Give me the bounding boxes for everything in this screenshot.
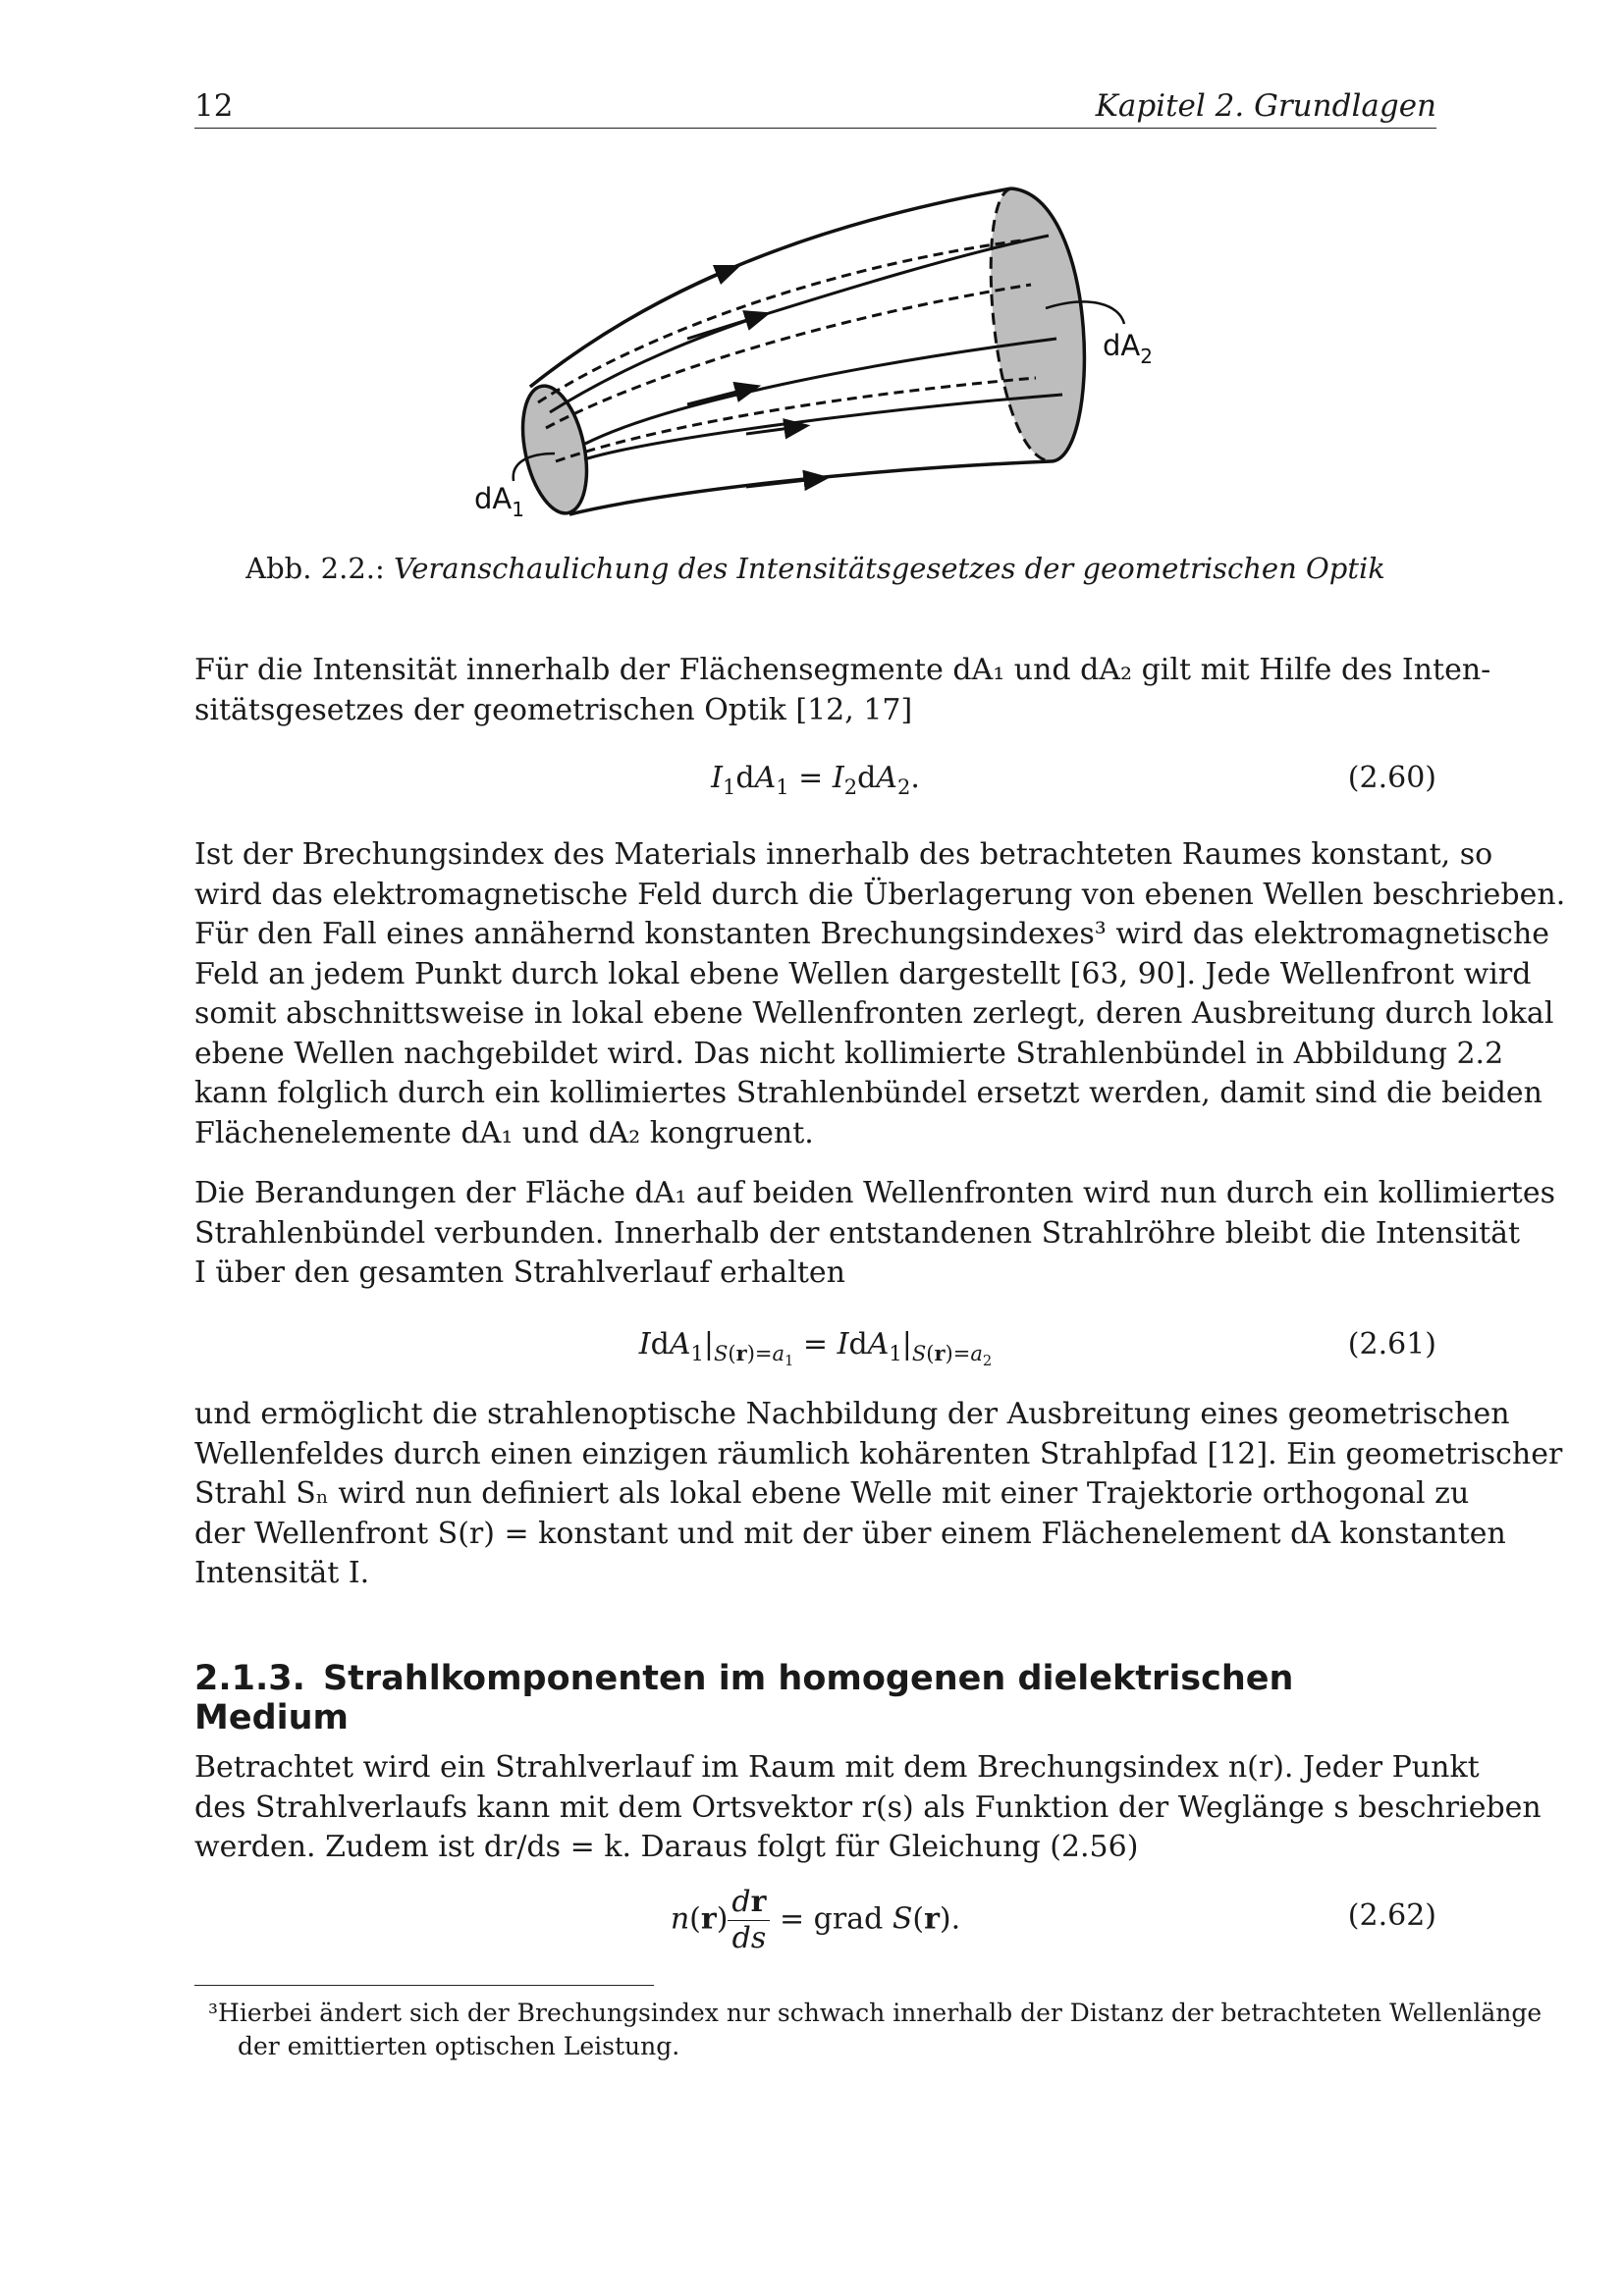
section-heading: [194, 1659, 1436, 1737]
ray-solid-2-arrow: [687, 314, 766, 339]
ray-solid-3: [585, 339, 1056, 444]
para2-line-3: Für den Fall eines annähernd konstanten Brechungsindexes³ wird das elektromagnetische: [194, 917, 1550, 951]
paragraph-4: [194, 1395, 1563, 1594]
equation-2-60-number: (2.60): [1347, 761, 1436, 795]
equation-2-60-body: $I_1dA_1 = I_2dA_2$.: [711, 761, 920, 799]
ray-solid-2: [550, 236, 1049, 412]
para4-line-1: und ermöglicht die strahlenoptische Nachbildung der Ausbreitung eines geometrischen: [194, 1397, 1510, 1431]
para4-line-4: der Wellenfront S(r) = konstant und mit der über einem Flächenelement dA konstanten: [194, 1516, 1506, 1551]
equation-2-60: [194, 761, 1436, 808]
paragraph-3: [194, 1174, 1555, 1294]
paragraph-1: [194, 651, 1491, 730]
figure-ray-tube: [452, 177, 1178, 530]
equation-2-61-body: $IdA_1|_{S(r)=a_1} = IdA_1|_{S(r)=a_2}$: [638, 1327, 993, 1370]
para3-line-3: I über den gesamten Strahlverlauf erhalten: [194, 1255, 845, 1290]
footnote-rule: [194, 1985, 654, 1986]
para3-line-1: Die Berandungen der Fläche dA₁ auf beiden Wellenfronten wird nun durch ein kollimiertes: [194, 1176, 1555, 1210]
footnote-line-2: der emittierten optischen Leistung.: [238, 2032, 680, 2060]
footnote: [194, 1997, 1542, 2063]
ray-solid-3-arrow: [687, 387, 756, 404]
para5-line-3: werden. Zudem ist dr/ds = k. Daraus folgt für Gleichung (2.56): [194, 1830, 1139, 1864]
equation-2-61-number: (2.61): [1347, 1327, 1436, 1362]
para2-line-5: somit abschnittsweise in lokal ebene Wellenfronten zerlegt, deren Ausbreitung durch lokal: [194, 996, 1554, 1031]
para2-line-8: Flächenelemente dA₁ und dA₂ kongruent.: [194, 1115, 814, 1150]
para5-line-1: Betrachtet wird ein Strahlverlauf im Raum mit dem Brechungsindex n(r). Jeder Punkt: [194, 1750, 1480, 1785]
figure-caption: [194, 552, 1436, 585]
ray-top-boundary: [530, 188, 1011, 387]
paragraph-2: [194, 835, 1566, 1153]
para4-line-2: Wellenfeldes durch einen einzigen räumlich kohärenten Strahlpfad [12]. Ein geometrischer: [194, 1436, 1563, 1471]
surface-dA1: [513, 380, 597, 519]
para2-line-1: Ist der Brechungsindex des Materials innerhalb des betrachteten Raumes konstant, so: [194, 837, 1493, 872]
ray-solid-1: [530, 267, 736, 387]
para4-line-3: Strahl Sₙ wird nun definiert als lokal ebene Welle mit einer Trajektorie orthogonal zu: [194, 1476, 1470, 1511]
surface-dA2: [991, 188, 1084, 461]
para1-line-1: Für die Intensität innerhalb der Flächensegmente dA₁ und dA₂ gilt mit Hilfe des Inten-: [194, 653, 1491, 687]
para4-line-5: Intensität I.: [194, 1556, 370, 1590]
running-header: [194, 82, 1436, 129]
equation-2-62-body: n(r) $\frac{dr}{ds}$ = grad S(r).: [670, 1885, 961, 1955]
section-title: Strahlkomponenten im homogenen dielektrischen Medium: [194, 1659, 1294, 1737]
caption-text: Veranschaulichung des Intensitätsgesetzes der geometrischen Optik: [393, 552, 1385, 585]
paragraph-5: [194, 1748, 1542, 1868]
section-number: 2.1.3.: [194, 1659, 305, 1698]
equation-2-61: [194, 1327, 1436, 1374]
page-number: 12: [194, 88, 234, 124]
para2-line-4: Feld an jedem Punkt durch lokal ebene Wellen dargestellt [63, 90]. Jede Wellenfront wird: [194, 956, 1532, 991]
para2-line-6: ebene Wellen nachgebildet wird. Das nicht kollimierte Strahlenbündel in Abbildung 2.2: [194, 1036, 1504, 1071]
ray-solid-4: [584, 395, 1062, 459]
equation-2-62: [194, 1885, 1436, 1971]
para2-line-2: wird das elektromagnetische Feld durch die Überlagerung von ebenen Wellen beschrieben.: [194, 877, 1566, 912]
para3-line-2: Strahlenbündel verbunden. Innerhalb der entstandenen Strahlröhre bleibt die Intensität: [194, 1215, 1521, 1251]
para1-line-2: sitätsgesetzes der geometrischen Optik [12, 17]: [194, 692, 913, 727]
chapter-title: Kapitel 2. Grundlagen: [1095, 88, 1436, 124]
footnote-line-1: ³Hierbei ändert sich der Brechungsindex nur schwach innerhalb der Distanz der betrachteten Wellenlänge: [208, 1999, 1542, 2027]
label-dA1: $dA_1$: [474, 482, 524, 521]
equation-2-62-number: (2.62): [1347, 1898, 1436, 1933]
caption-label: Abb. 2.2.:: [245, 552, 385, 585]
label-dA2: $dA_2$: [1103, 329, 1153, 368]
para2-line-7: kann folglich durch ein kollimiertes Strahlenbündel ersetzt werden, damit sind die beiden: [194, 1076, 1542, 1110]
ray-bottom-boundary: [569, 461, 1051, 514]
para5-line-2: des Strahlverlaufs kann mit dem Ortsvektor r(s) als Funktion der Weglänge s beschrieben: [194, 1789, 1542, 1825]
